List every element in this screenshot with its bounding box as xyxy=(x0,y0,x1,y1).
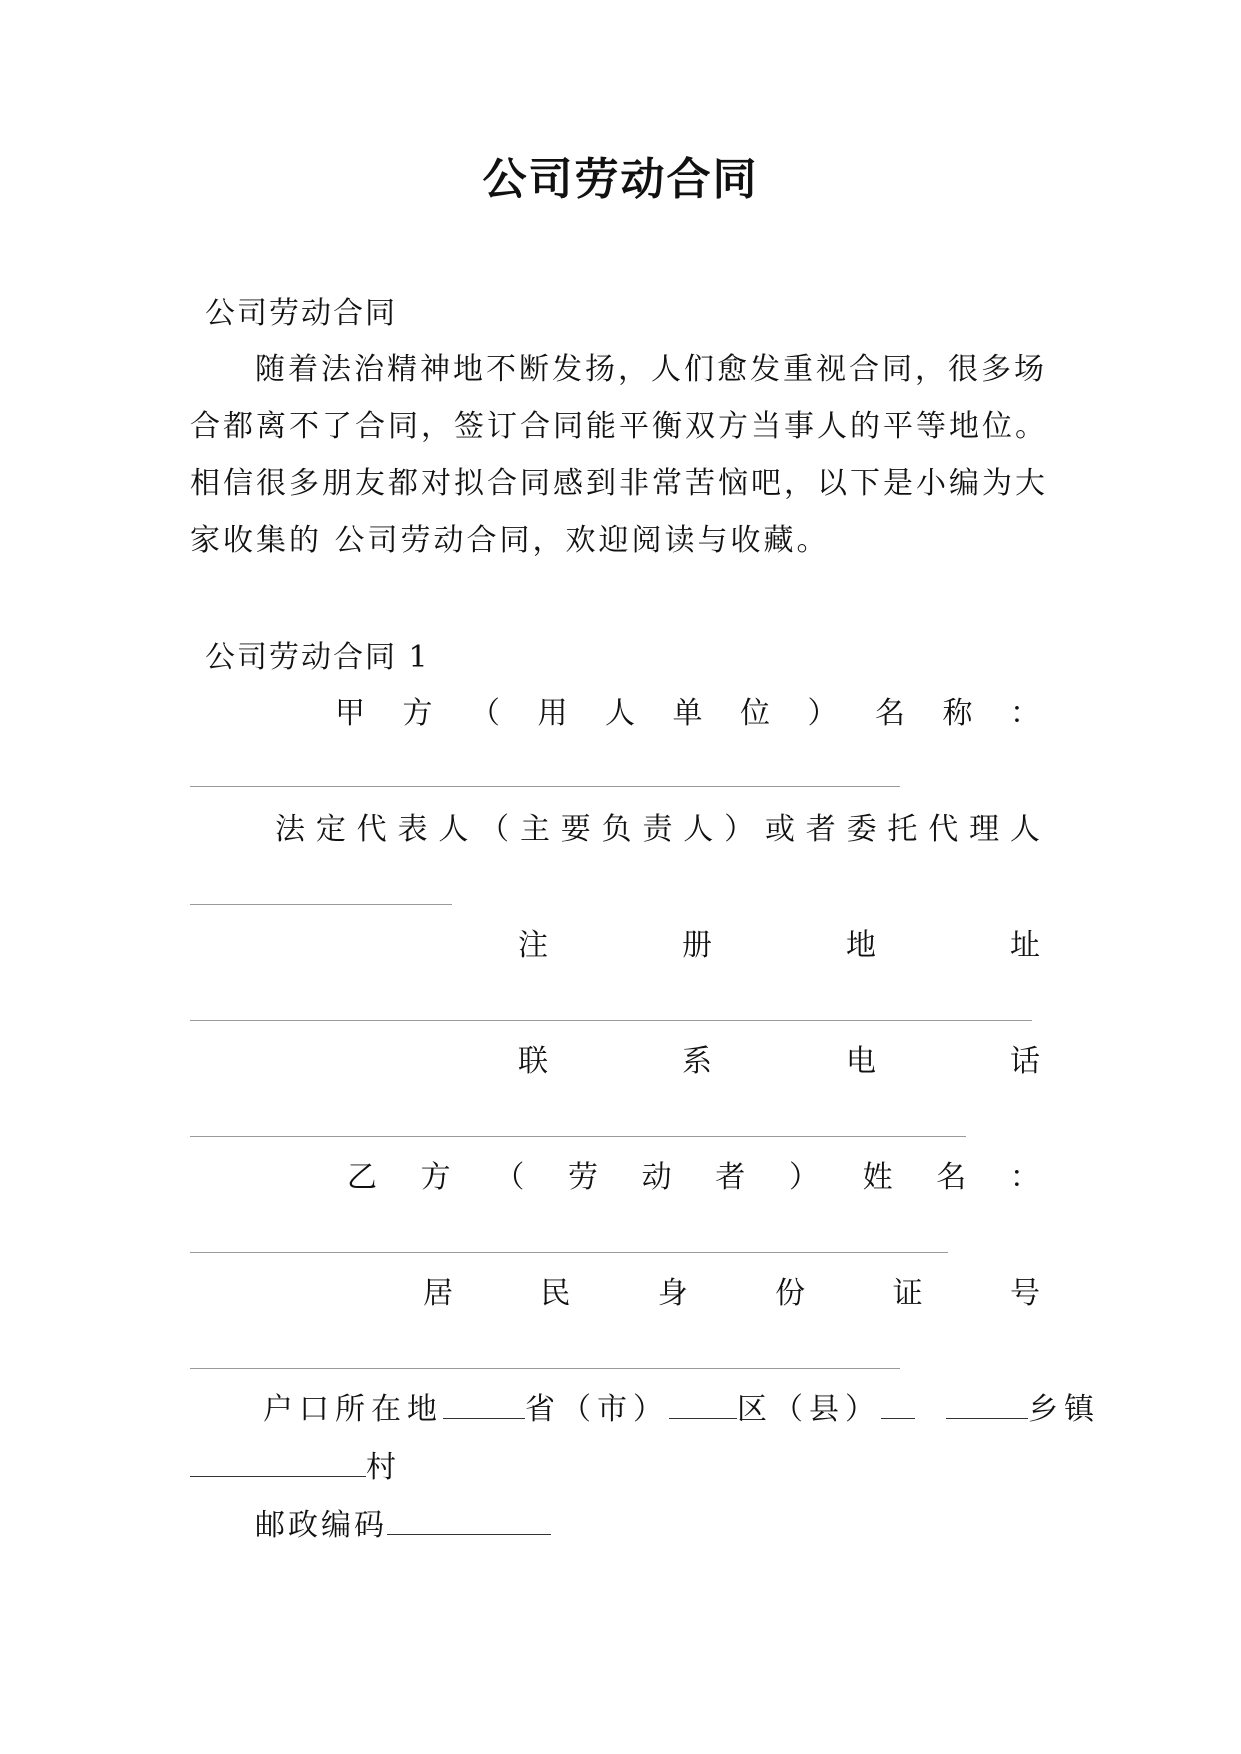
contact-phone-label xyxy=(518,1040,1040,1084)
label-char: 地 xyxy=(846,928,876,963)
contact-phone-blank[interactable] xyxy=(190,1136,966,1137)
hukou-label: 户口所在地 xyxy=(263,1392,443,1427)
intro-line-2: 合都离不了合同，签订合同能平衡双方当事人的平等地位。 xyxy=(190,409,1048,444)
label-char: （ xyxy=(470,696,500,731)
label-char: 名 xyxy=(936,1160,967,1195)
label-char: 人 xyxy=(1009,812,1040,847)
postal-row xyxy=(255,1504,551,1548)
label-char: 份 xyxy=(775,1276,806,1311)
label-char: 电 xyxy=(846,1044,876,1079)
postal-blank[interactable] xyxy=(387,1510,551,1535)
label-char: ： xyxy=(1009,1160,1040,1195)
label-char: （ xyxy=(494,1160,525,1195)
label-char: 理 xyxy=(969,812,1000,847)
label-char: 动 xyxy=(641,1160,672,1195)
label-char: 甲 xyxy=(335,696,365,731)
subtitle: 公司劳动合同 xyxy=(205,296,397,331)
label-char: 方 xyxy=(402,696,433,731)
label-char: 表 xyxy=(397,812,428,847)
label-char: 乙 xyxy=(347,1160,377,1195)
intro-line-4: 家收集的 公司劳动合同，欢迎阅读与收藏。 xyxy=(190,523,830,558)
label-char: 或 xyxy=(764,812,795,847)
id-number-label xyxy=(423,1272,1040,1316)
label-char: 代 xyxy=(356,812,387,847)
label-char: 主 xyxy=(519,812,550,847)
hukou-row xyxy=(263,1388,1100,1432)
label-char: 称 xyxy=(942,696,973,731)
registered-address-blank[interactable] xyxy=(190,1020,1032,1021)
party-b-name-label xyxy=(347,1156,1040,1200)
label-char: （ xyxy=(479,812,510,847)
label-char: 册 xyxy=(682,928,712,963)
label-char: 劳 xyxy=(567,1160,598,1195)
label-char: 话 xyxy=(1010,1044,1040,1079)
party-a-name-label xyxy=(335,692,1040,736)
label-char: 代 xyxy=(928,812,959,847)
party-b-name-blank[interactable] xyxy=(190,1252,948,1253)
province-blank[interactable] xyxy=(443,1394,525,1419)
village-row xyxy=(190,1446,402,1490)
label-char: 法 xyxy=(275,812,305,847)
label-char: ） xyxy=(724,812,755,847)
village-label: 村 xyxy=(366,1450,402,1485)
county-blank[interactable] xyxy=(881,1394,915,1419)
label-char: 负 xyxy=(601,812,632,847)
label-char: 者 xyxy=(715,1160,746,1195)
town-blank[interactable] xyxy=(946,1394,1028,1419)
label-char: ： xyxy=(1010,696,1040,731)
label-char: 号 xyxy=(1009,1276,1040,1311)
label-char: 联 xyxy=(518,1044,548,1079)
province-label: 省（市） xyxy=(525,1392,669,1427)
label-char: 人 xyxy=(438,812,469,847)
label-char: 托 xyxy=(887,812,918,847)
label-char: 要 xyxy=(560,812,591,847)
label-char: 责 xyxy=(642,812,673,847)
intro-line-3: 相信很多朋友都对拟合同感到非常苦恼吧，以下是小编为大 xyxy=(190,466,1048,501)
label-char: 居 xyxy=(423,1276,453,1311)
label-char: 单 xyxy=(672,696,703,731)
legal-rep-blank[interactable] xyxy=(190,904,452,905)
label-char: 姓 xyxy=(862,1160,893,1195)
label-char: 注 xyxy=(518,928,548,963)
label-char: 系 xyxy=(682,1044,712,1079)
label-char: ） xyxy=(807,696,838,731)
intro-line-1: 随着法治精神地不断发扬，人们愈发重视合同，很多场 xyxy=(255,352,1047,387)
label-char: 用 xyxy=(537,696,568,731)
label-char: 人 xyxy=(683,812,714,847)
label-char: 位 xyxy=(740,696,770,731)
district-label: 区（县） xyxy=(737,1392,881,1427)
label-char: 证 xyxy=(892,1276,923,1311)
id-number-blank[interactable] xyxy=(190,1368,900,1369)
section-title: 公司劳动合同 1 xyxy=(205,640,430,675)
label-char: 民 xyxy=(540,1276,571,1311)
district-blank[interactable] xyxy=(669,1394,737,1419)
label-char: 人 xyxy=(605,696,635,731)
label-char: 身 xyxy=(657,1276,688,1311)
town-label: 乡镇 xyxy=(1028,1392,1101,1427)
label-char: 定 xyxy=(315,812,346,847)
label-char: 委 xyxy=(846,812,877,847)
postal-label: 邮政编码 xyxy=(255,1508,387,1543)
document-title: 公司劳动合同 xyxy=(482,154,759,205)
village-blank[interactable] xyxy=(190,1452,366,1477)
label-char: 方 xyxy=(420,1160,451,1195)
label-char: ） xyxy=(788,1160,819,1195)
label-char: 址 xyxy=(1010,928,1040,963)
party-a-name-blank[interactable] xyxy=(190,786,900,787)
label-char: 名 xyxy=(875,696,905,731)
label-char: 者 xyxy=(805,812,836,847)
legal-rep-label xyxy=(275,808,1040,852)
registered-address-label xyxy=(518,924,1040,968)
